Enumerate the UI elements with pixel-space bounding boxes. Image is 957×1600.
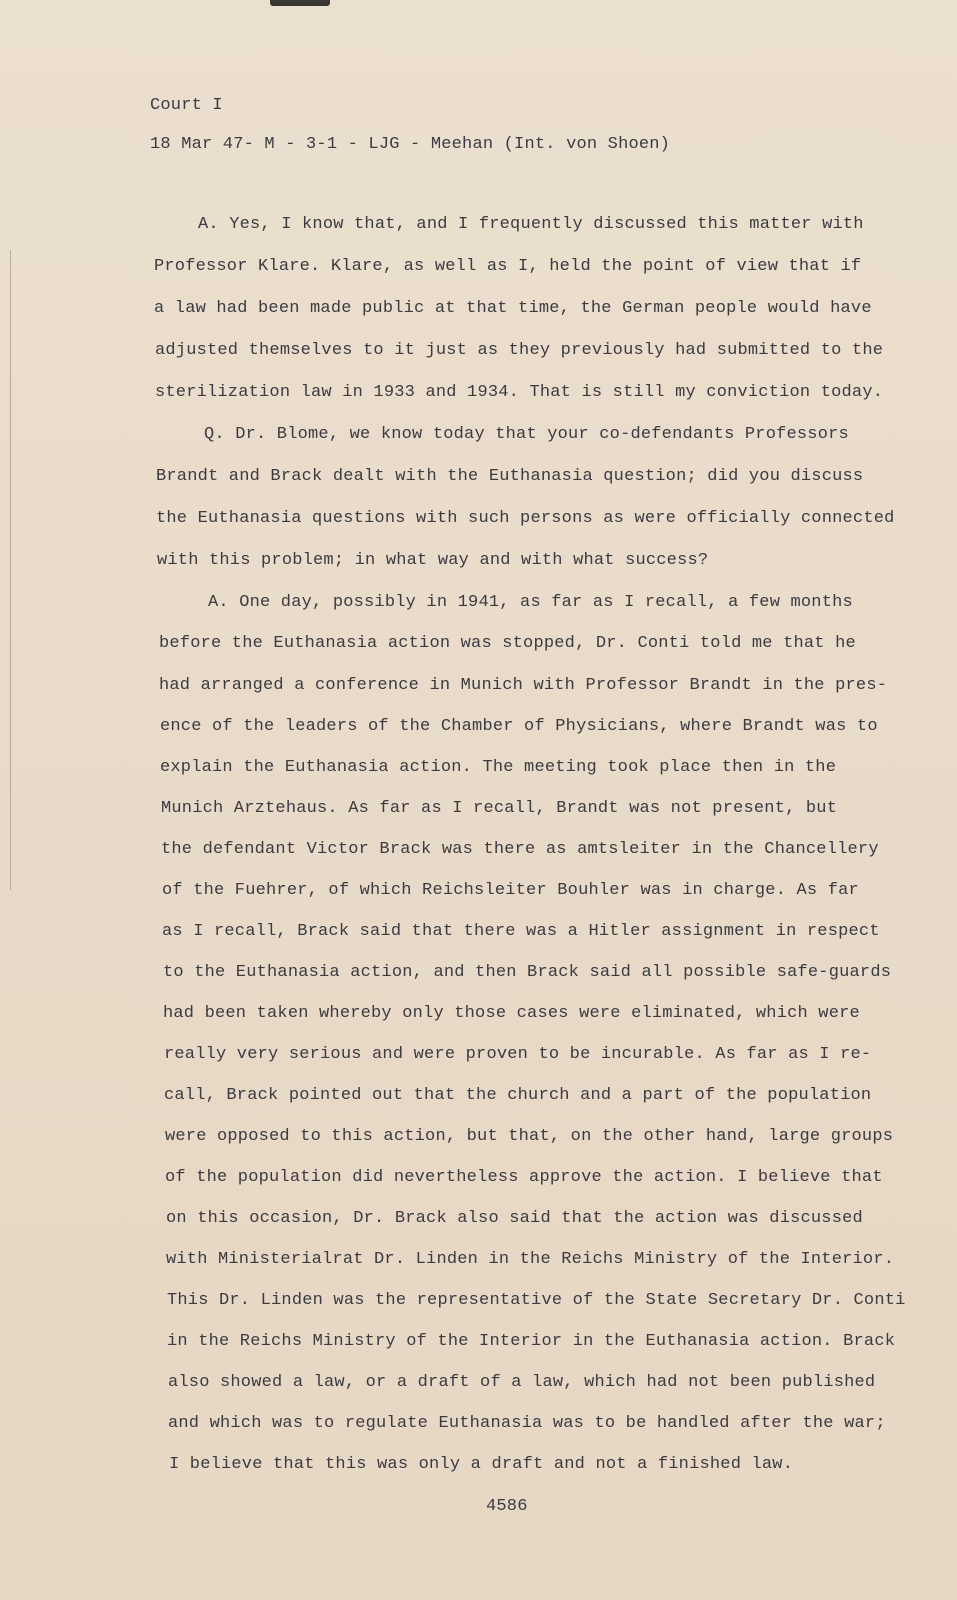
body-line: of the population did nevertheless approve the action. I believe that [165,1168,883,1187]
session-reference: 18 Mar 47- M - 3-1 - LJG - Meehan (Int. von Shoen) [150,135,671,154]
body-line: also showed a law, or a draft of a law, which had not been published [168,1373,876,1392]
top-edge-mark [270,0,330,6]
body-line: Munich Arztehaus. As far as I recall, Brandt was not present, but [161,799,838,818]
body-line: really very serious and were proven to be incurable. As far as I re- [164,1045,872,1064]
body-line: had arranged a conference in Munich with Professor Brandt in the pres- [159,676,888,695]
body-line: a law had been made public at that time, the German people would have [154,299,872,318]
body-line: call, Brack pointed out that the church and a part of the population [164,1086,872,1105]
body-line: This Dr. Linden was the representative of the State Secretary Dr. Conti [167,1291,906,1310]
body-line: Q. Dr. Blome, we know today that your co-defendants Professors [204,425,849,444]
body-line: explain the Euthanasia action. The meeting took place then in the [160,758,837,777]
body-line: A. Yes, I know that, and I frequently discussed this matter with [198,215,864,234]
body-line: and which was to regulate Euthanasia was to be handled after the war; [168,1414,886,1433]
body-line: A. One day, possibly in 1941, as far as I recall, a few months [208,593,853,612]
body-line: with Ministerialrat Dr. Linden in the Reichs Ministry of the Interior. [166,1250,895,1269]
body-line: the defendant Victor Brack was there as amtsleiter in the Chancellery [161,840,879,859]
body-line: adjusted themselves to it just as they previously had submitted to the [155,341,884,360]
body-line: before the Euthanasia action was stopped, Dr. Conti told me that he [159,634,856,653]
body-line: in the Reichs Ministry of the Interior in the Euthanasia action. Brack [167,1332,896,1351]
body-line: were opposed to this action, but that, on the other hand, large groups [165,1127,894,1146]
body-line: Professor Klare. Klare, as well as I, held the point of view that if [154,257,862,276]
body-line: I believe that this was only a draft and not a finished law. [169,1455,794,1474]
court-label: Court I [150,96,223,115]
body-line: sterilization law in 1933 and 1934. That is still my conviction today. [155,383,884,402]
body-line: as I recall, Brack said that there was a Hitler assignment in respect [162,922,880,941]
body-line: to the Euthanasia action, and then Brack said all possible safe-guards [163,963,892,982]
left-edge-mark [10,250,14,890]
body-line: on this occasion, Dr. Brack also said that the action was discussed [166,1209,863,1228]
body-line: had been taken whereby only those cases were eliminated, which were [163,1004,860,1023]
body-line: of the Fuehrer, of which Reichsleiter Bouhler was in charge. As far [162,881,859,900]
body-line: with this problem; in what way and with what success? [157,551,709,570]
body-line: Brandt and Brack dealt with the Euthanasia question; did you discuss [156,467,864,486]
body-line: ence of the leaders of the Chamber of Physicians, where Brandt was to [160,717,878,736]
body-line: the Euthanasia questions with such persons as were officially connected [156,509,895,528]
page-number: 4586 [486,1497,528,1516]
